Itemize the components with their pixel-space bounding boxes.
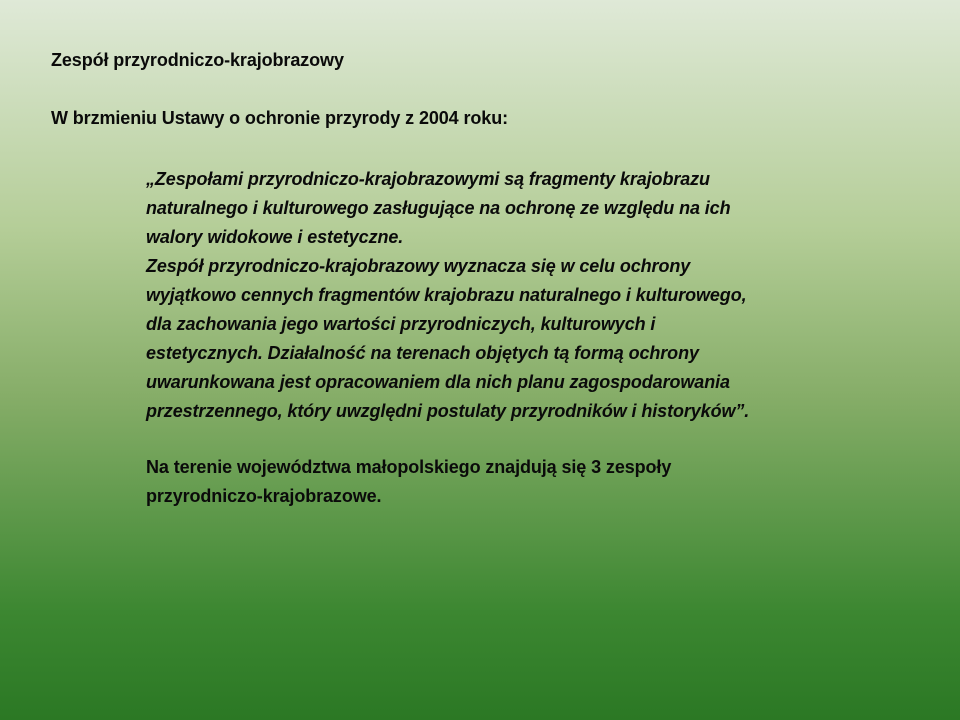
note-line: przyrodniczo-krajobrazowe. (146, 486, 382, 506)
quote-line: Zespół przyrodniczo-krajobrazowy wyznacza się w celu ochrony (146, 256, 691, 276)
slide-title: Zespół przyrodniczo-krajobrazowy (51, 50, 344, 70)
quote-line: przestrzennego, który uwzględni postulaty przyrodników i historyków”. (146, 401, 750, 421)
quote-line: naturalnego i kulturowego zasługujące na ochronę ze względu na ich (146, 198, 731, 218)
quote-line: „Zespołami przyrodniczo-krajobrazowymi są fragmenty krajobrazu (146, 169, 710, 189)
quote-line: wyjątkowo cennych fragmentów krajobrazu naturalnego i kulturowego, (146, 285, 747, 305)
quote-line: uwarunkowana jest opracowaniem dla nich planu zagospodarowania (146, 372, 730, 392)
regional-note (146, 453, 671, 511)
law-quote (146, 165, 851, 426)
quote-line: walory widokowe i estetyczne. (146, 227, 404, 247)
quote-line: estetycznych. Działalność na terenach objętych tą formą ochrony (146, 343, 699, 363)
note-line: Na terenie województwa małopolskiego znajdują się 3 zespoły (146, 457, 672, 477)
intro-text: W brzmieniu Ustawy o ochronie przyrody z 2004 roku: (51, 108, 508, 128)
quote-line: dla zachowania jego wartości przyrodniczych, kulturowych i (146, 314, 656, 334)
